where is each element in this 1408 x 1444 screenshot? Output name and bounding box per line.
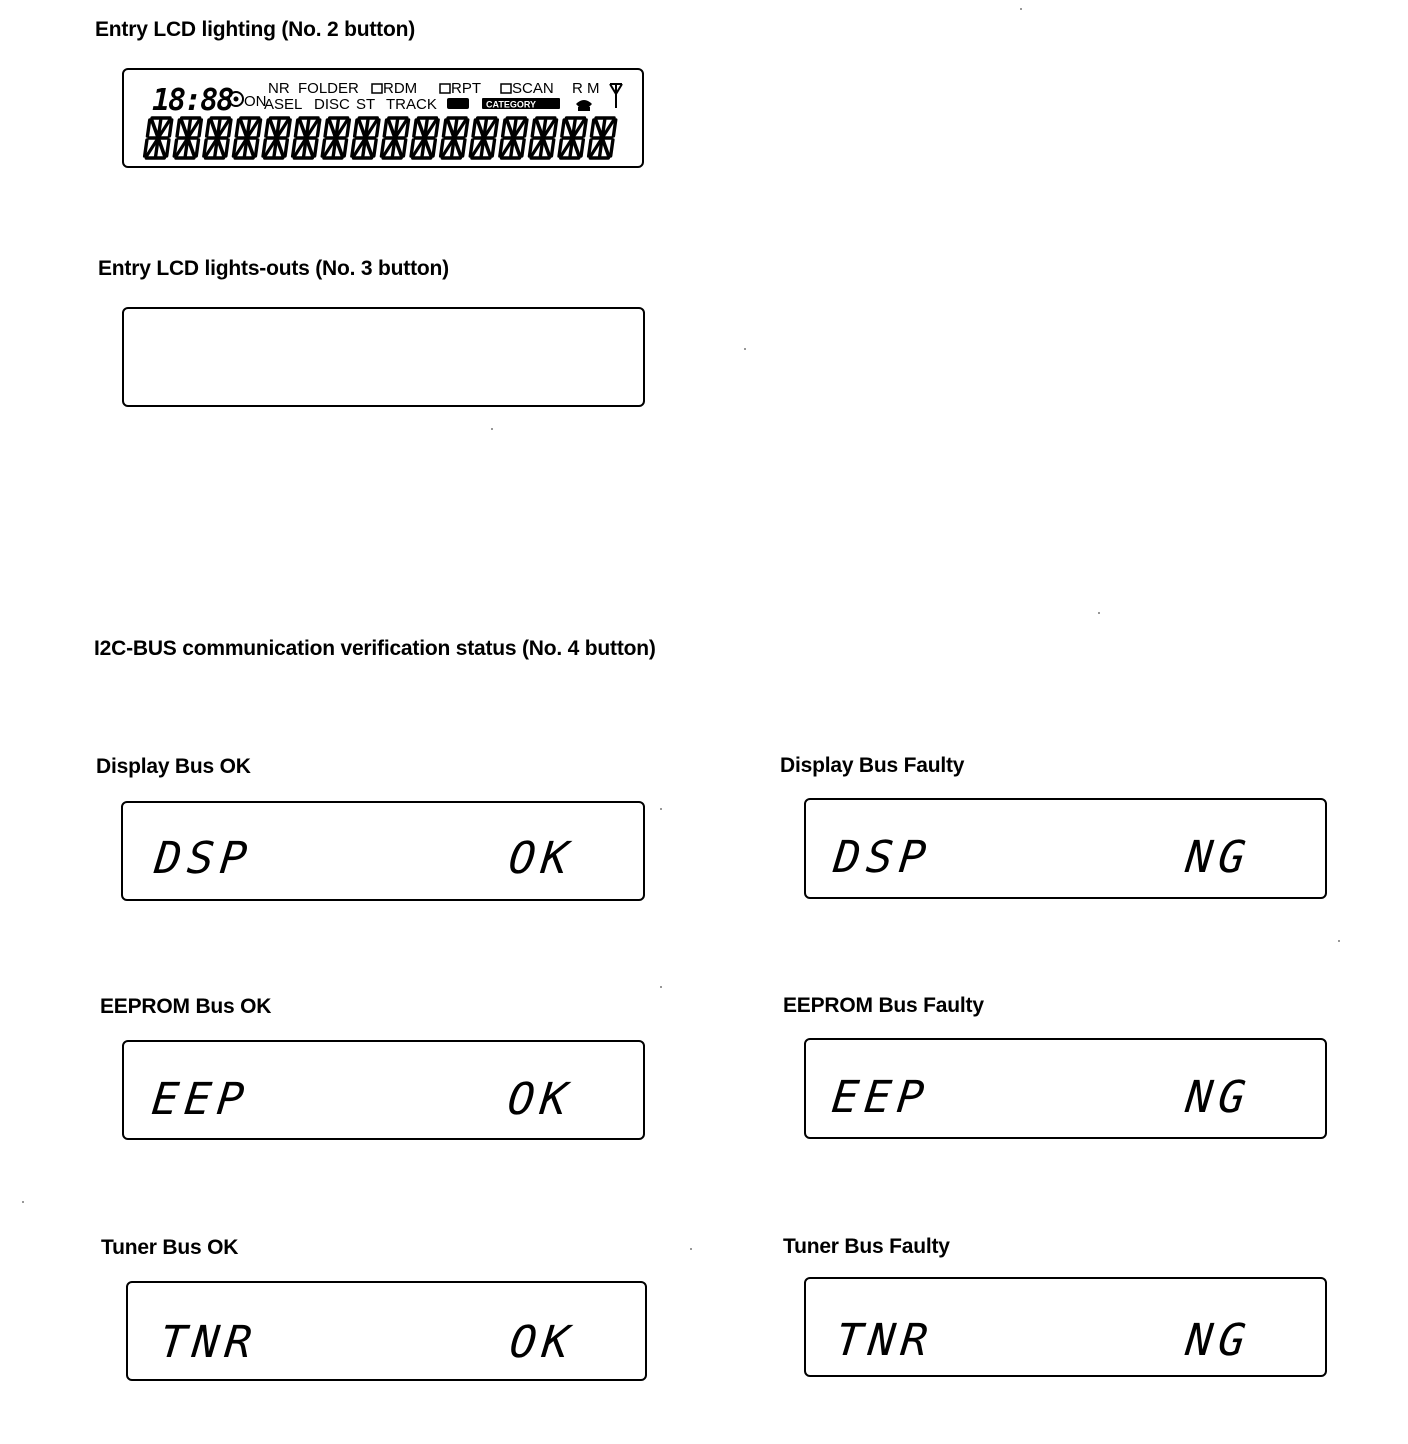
status-title-tuner-ok: Tuner Bus OK xyxy=(101,1236,239,1259)
lcd-ind-category: CATEGORY xyxy=(486,99,537,110)
status-result: OK xyxy=(505,1074,576,1125)
status-title-display-ng: Display Bus Faulty xyxy=(780,754,965,777)
lcd-ind-disc: DISC xyxy=(314,96,350,113)
status-lcd-eeprom-ok xyxy=(122,1040,645,1140)
status-title-display-ok: Display Bus OK xyxy=(96,755,251,778)
segment-cell xyxy=(529,118,557,158)
scan-box-icon xyxy=(501,84,511,93)
status-result: NG xyxy=(1183,832,1254,883)
rpt-box-icon xyxy=(440,84,450,93)
segment-cell xyxy=(470,118,498,158)
segment-cell xyxy=(263,118,291,158)
lcd-ind-track: TRACK xyxy=(386,96,437,113)
lcd-segment-panel xyxy=(124,70,642,166)
lcd-ind-on: ON xyxy=(244,93,267,110)
status-lcd-display-ng xyxy=(804,798,1327,899)
scan-speck xyxy=(22,1201,24,1203)
status-result: NG xyxy=(1183,1072,1254,1123)
lcd-ind-rpt: RPT xyxy=(451,80,481,97)
segment-cell xyxy=(588,118,616,158)
scan-speck xyxy=(1098,612,1100,614)
antenna-icon xyxy=(610,84,622,108)
segment-cell xyxy=(233,118,261,158)
lcd-full-lit-display xyxy=(122,68,644,168)
lcd-lighting-heading: Entry LCD lighting (No. 2 button) xyxy=(95,18,416,41)
scan-speck xyxy=(660,808,662,810)
phone-icon xyxy=(576,100,592,111)
segment-cell xyxy=(204,118,232,158)
segment-cell xyxy=(381,118,409,158)
segment-cell xyxy=(411,118,439,158)
segment-cell xyxy=(174,118,202,158)
segment-character-row xyxy=(144,118,616,158)
scan-speck xyxy=(690,1248,692,1250)
lcd-ind-folder: FOLDER xyxy=(298,80,359,97)
status-result: OK xyxy=(507,1317,578,1368)
segment-cell xyxy=(500,118,528,158)
status-result: OK xyxy=(506,833,577,884)
status-lcd-tuner-ok xyxy=(126,1281,647,1381)
rdm-box-icon xyxy=(372,84,382,93)
segment-cell xyxy=(440,118,468,158)
scan-speck xyxy=(744,348,746,350)
status-code: EEP xyxy=(149,1074,253,1125)
status-code: DSP xyxy=(152,833,256,884)
lcd-ind-asel: ASEL xyxy=(264,96,303,113)
status-code: DSP xyxy=(831,832,935,883)
segment-cell xyxy=(559,118,587,158)
status-title-eeprom-ok: EEPROM Bus OK xyxy=(100,995,272,1018)
status-code: TNR xyxy=(157,1317,261,1368)
segment-cell xyxy=(144,118,172,158)
segment-cell xyxy=(352,118,380,158)
segment-cell xyxy=(292,118,320,158)
scan-speck xyxy=(1020,8,1022,10)
status-lcd-display-ok xyxy=(121,801,645,901)
lcd-ind-nr: NR xyxy=(268,80,290,97)
status-title-tuner-ng: Tuner Bus Faulty xyxy=(783,1235,950,1258)
lcd-ind-rm: R M xyxy=(572,80,600,97)
lcd-lightsout-heading: Entry LCD lights-outs (No. 3 button) xyxy=(98,257,449,280)
lcd-clock: 18:88 xyxy=(152,83,233,118)
status-code: TNR xyxy=(833,1315,937,1366)
status-title-eeprom-ng: EEPROM Bus Faulty xyxy=(783,994,984,1017)
segment-cell xyxy=(322,118,350,158)
status-lcd-eeprom-ng xyxy=(804,1038,1327,1139)
cd-badge-icon xyxy=(447,98,469,109)
lcd-ind-rdm: RDM xyxy=(383,80,418,97)
status-lcd-tuner-ng xyxy=(804,1277,1327,1377)
lcd-ind-scan: SCAN xyxy=(512,80,554,97)
status-code: EEP xyxy=(829,1072,933,1123)
scan-speck xyxy=(1338,940,1340,942)
scan-speck xyxy=(491,428,493,430)
lcd-ind-st: ST xyxy=(356,96,376,113)
i2c-heading: I2C-BUS communication verification status (No. 4 button) xyxy=(94,637,656,660)
status-result: NG xyxy=(1183,1315,1254,1366)
scan-speck xyxy=(660,986,662,988)
lcd-blank-display xyxy=(122,307,645,407)
